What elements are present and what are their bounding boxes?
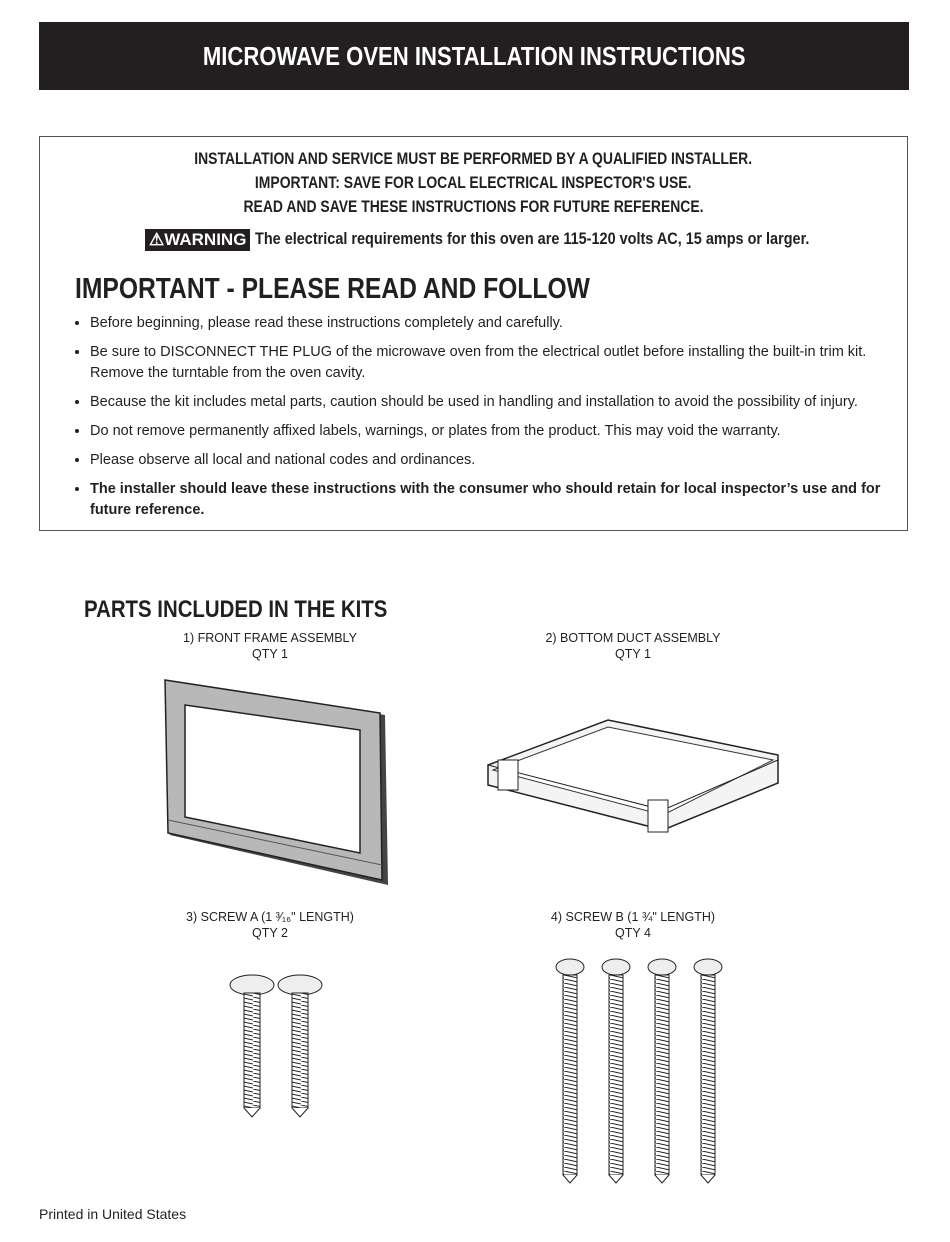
part-label [483,630,783,662]
footer-text: Printed in United States [39,1206,187,1222]
warning-badge [145,229,250,251]
part-label [120,909,420,941]
warning-triangle-icon: ⚠ [149,230,165,249]
list-item: • Be sure to DISCONNECT THE PLUG of the microwave oven from the electrical outlet before installing the built-in trim kit. Remove the turntable from the oven cavity. [90,342,910,384]
part-name: 2) BOTTOM DUCT ASSEMBLY [545,631,721,645]
notice-line: READ AND SAVE THESE INSTRUCTIONS FOR FUTURE REFERENCE. [243,197,704,216]
important-notice-box [39,136,908,531]
part-label [483,909,783,941]
list-item: • The installer should leave these instructions with the consumer who should retain for local inspector’s use and for future reference. [90,479,910,521]
list-item: • Because the kit includes metal parts, caution should be used in handling and installation to avoid the possibility of injury. [90,392,910,413]
part-qty: QTY 2 [252,926,288,940]
part-label [120,630,420,662]
part-qty: QTY 1 [615,647,651,661]
part-name: 4) SCREW B (1 ¾" LENGTH) [550,910,716,924]
front-frame-illustration [160,675,395,890]
warning-label: WARNING [164,230,247,249]
part-name: 3) SCREW A (1 ³⁄₁₆" LENGTH) [186,910,354,924]
list-item: • Please observe all local and national codes and ordinances. [90,450,910,471]
instruction-list [70,313,910,529]
list-item: • Do not remove permanently affixed labels, warnings, or plates from the product. This may void the warranty. [90,421,910,442]
parts-title: PARTS INCLUDED IN THE KITS [84,596,388,623]
notice-line: INSTALLATION AND SERVICE MUST BE PERFORMED BY A QUALIFIED INSTALLER. [194,149,753,168]
part-qty: QTY 1 [252,647,288,661]
page-title: MICROWAVE OVEN INSTALLATION INSTRUCTIONS [202,40,746,71]
warning-line [145,229,907,251]
part-name: 1) FRONT FRAME ASSEMBLY [183,631,357,645]
notice-line: IMPORTANT: SAVE FOR LOCAL ELECTRICAL INSPECTOR'S USE. [255,173,692,192]
bottom-duct-illustration [478,715,788,840]
title-banner [39,22,909,90]
warning-text: The electrical requirements for this oven are 115-120 volts AC, 15 amps or larger. [255,229,810,249]
part-qty: QTY 4 [615,926,651,940]
screw-b-illustration [550,955,730,1187]
screw-a-illustration [225,965,330,1125]
list-item: • Before beginning, please read these instructions completely and carefully. [90,313,910,334]
section-heading: IMPORTANT - PLEASE READ AND FOLLOW [75,273,590,305]
